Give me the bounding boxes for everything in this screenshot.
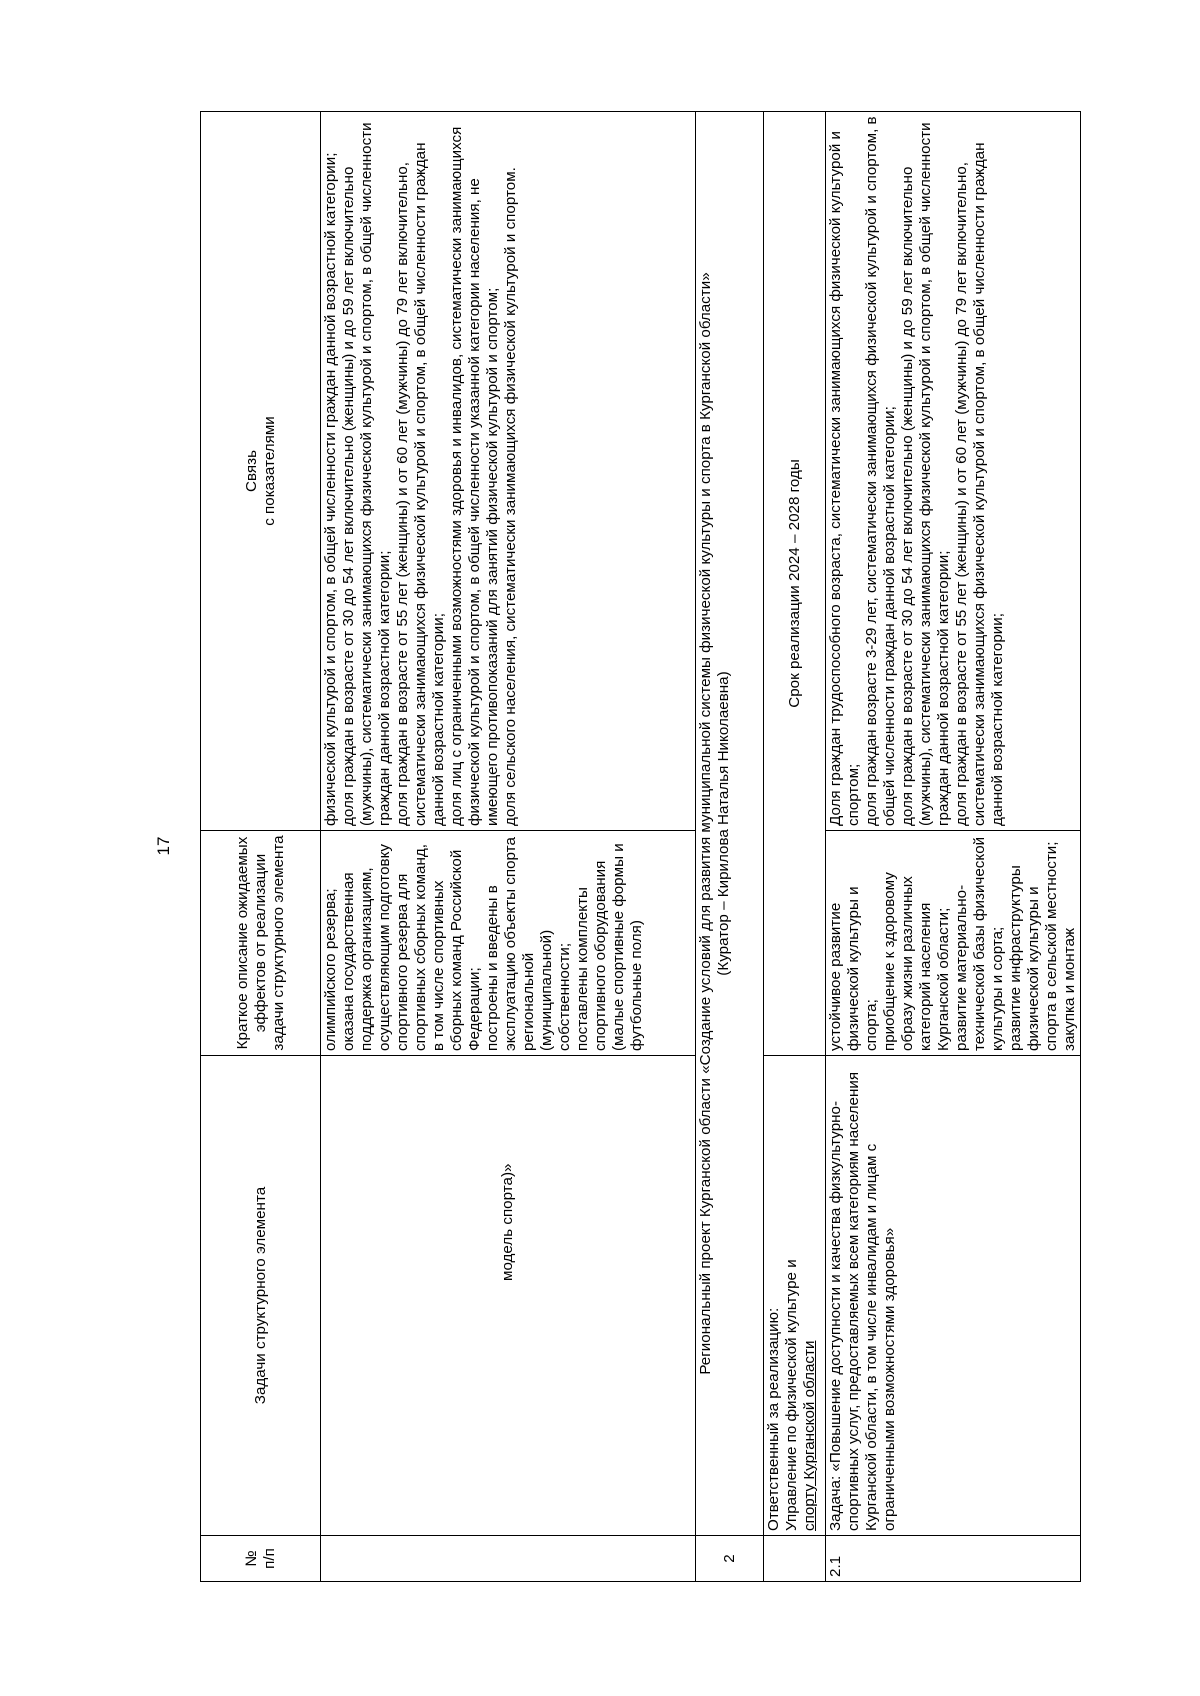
header-tasks: Задачи структурного элемента [201,1056,321,1536]
cell-row-2-1-effects: устойчивое развитие физической культуры и спорта; приобщение к здоровому образу жизни различных категорий населения Курганской области; развитие материально-технической базы физической культуры и сорта; развитие инфраструктуры физической культуры и спорта в сельской местности; закупка и монтаж [826,831,1081,1056]
table-row-continued [321,112,696,1582]
cell-effects-cont: олимпийского резерва; оказана государственная поддержка организациям, осуществляющим подготовку спортивного резерва для спортивных сборных команд, в том числе спортивных сборных команд Российской Федерации; построены и введены в эксплуатацию объекты спорта региональной (муниципальной) собственности; поставлены комплекты спортивного оборудования (малые спортивные формы и футбольные поля) [321,831,696,1056]
cell-row-2-1-num: 2.1 [826,1536,1081,1582]
table-row-section-2 [696,112,764,1582]
rotated-table-wrapper [200,112,1078,1582]
cell-task-tail [321,1056,696,1536]
section-curator: (Куратор – Кирилова Наталья Николаевна) [715,671,732,976]
page-number: 17 [154,836,173,856]
table-row-responsible [764,112,826,1582]
task-tail-text: модель спорта)» [499,1163,516,1281]
header-num: № п/п [201,1536,321,1582]
responsible-org-1: Управление по физической культуре и [783,1259,800,1531]
header-effects: Краткое описание ожидаемых эффектов от реализации задачи структурного элемента [201,831,321,1056]
cell-resp-empty [764,1536,826,1582]
cell-term: Срок реализации 2024 – 2028 годы [764,112,826,1056]
table-row-2-1 [826,112,1081,1582]
cell-row-2-1-link: Доля граждан трудоспособного возраста, систематически занимающихся физической культурой и спортом; доля граждан возрасте 3-29 лет, систематически занимающихся физической культурой и спортом, в общей численности граждан данной возрастной категории; доля граждан в возрасте от 30 до 54 лет включительно (женщины) и до 59 лет включительно (мужчины), систематически занимающихся физической культурой и спортом, в общей численности граждан данной возрастной категории; доля граждан в возрасте от 55 лет (женщины) и от 60 лет (мужчины) до 79 лет включительно, систематически занимающихся физической культурой и спортом, в общей численности граждан данной возрастной категории; [826,112,1081,831]
cell-section-num: 2 [696,1536,764,1582]
cell-section-title [696,112,764,1536]
table-header-row [201,112,321,1582]
structural-elements-table [200,111,1081,1582]
cell-link-cont: физической культурой и спортом, в общей численности граждан данной возрастной категории; доля граждан в возрасте от 30 до 54 лет включительно (женщины) и до 59 лет включительно (мужчины), систематически занимающихся физической культурой и спортом, в общей численности граждан данной возрастной категории; доля граждан в возрасте от 55 лет (женщины) и от 60 лет (мужчины) до 79 лет включительно, систематически занимающихся физической культурой и спортом, в общей численности граждан данной возрастной категории; доля лиц с ограниченными возможностями здоровья и инвалидов, систематически занимающихся физической культурой и спортом, в общей численности указанной категории населения, не имеющего противопоказаний для занятий физической культурой и спортом; доля сельского населения, систематически занимающихся физической культурой и спортом. [321,112,696,831]
responsible-org-2: спорту Курганской области [801,1340,818,1531]
section-title: Региональный проект Курганской области «Создание условий для развития муниципальной системы физической культуры и спорта в Курганской области» [697,272,714,1375]
cell-row-2-1-task: Задача: «Повышение доступности и качества физкультурно-спортивных услуг, предоставляемых всем категориям населения Курганской области, в том числе инвалидам и лицам с ограниченными возможностями здоровья» [826,1056,1081,1536]
responsible-label: Ответственный за реализацию: [765,1307,782,1531]
header-link: Связь с показателями [201,112,321,831]
cell-num-empty [321,1536,696,1582]
cell-responsible [764,1056,826,1536]
